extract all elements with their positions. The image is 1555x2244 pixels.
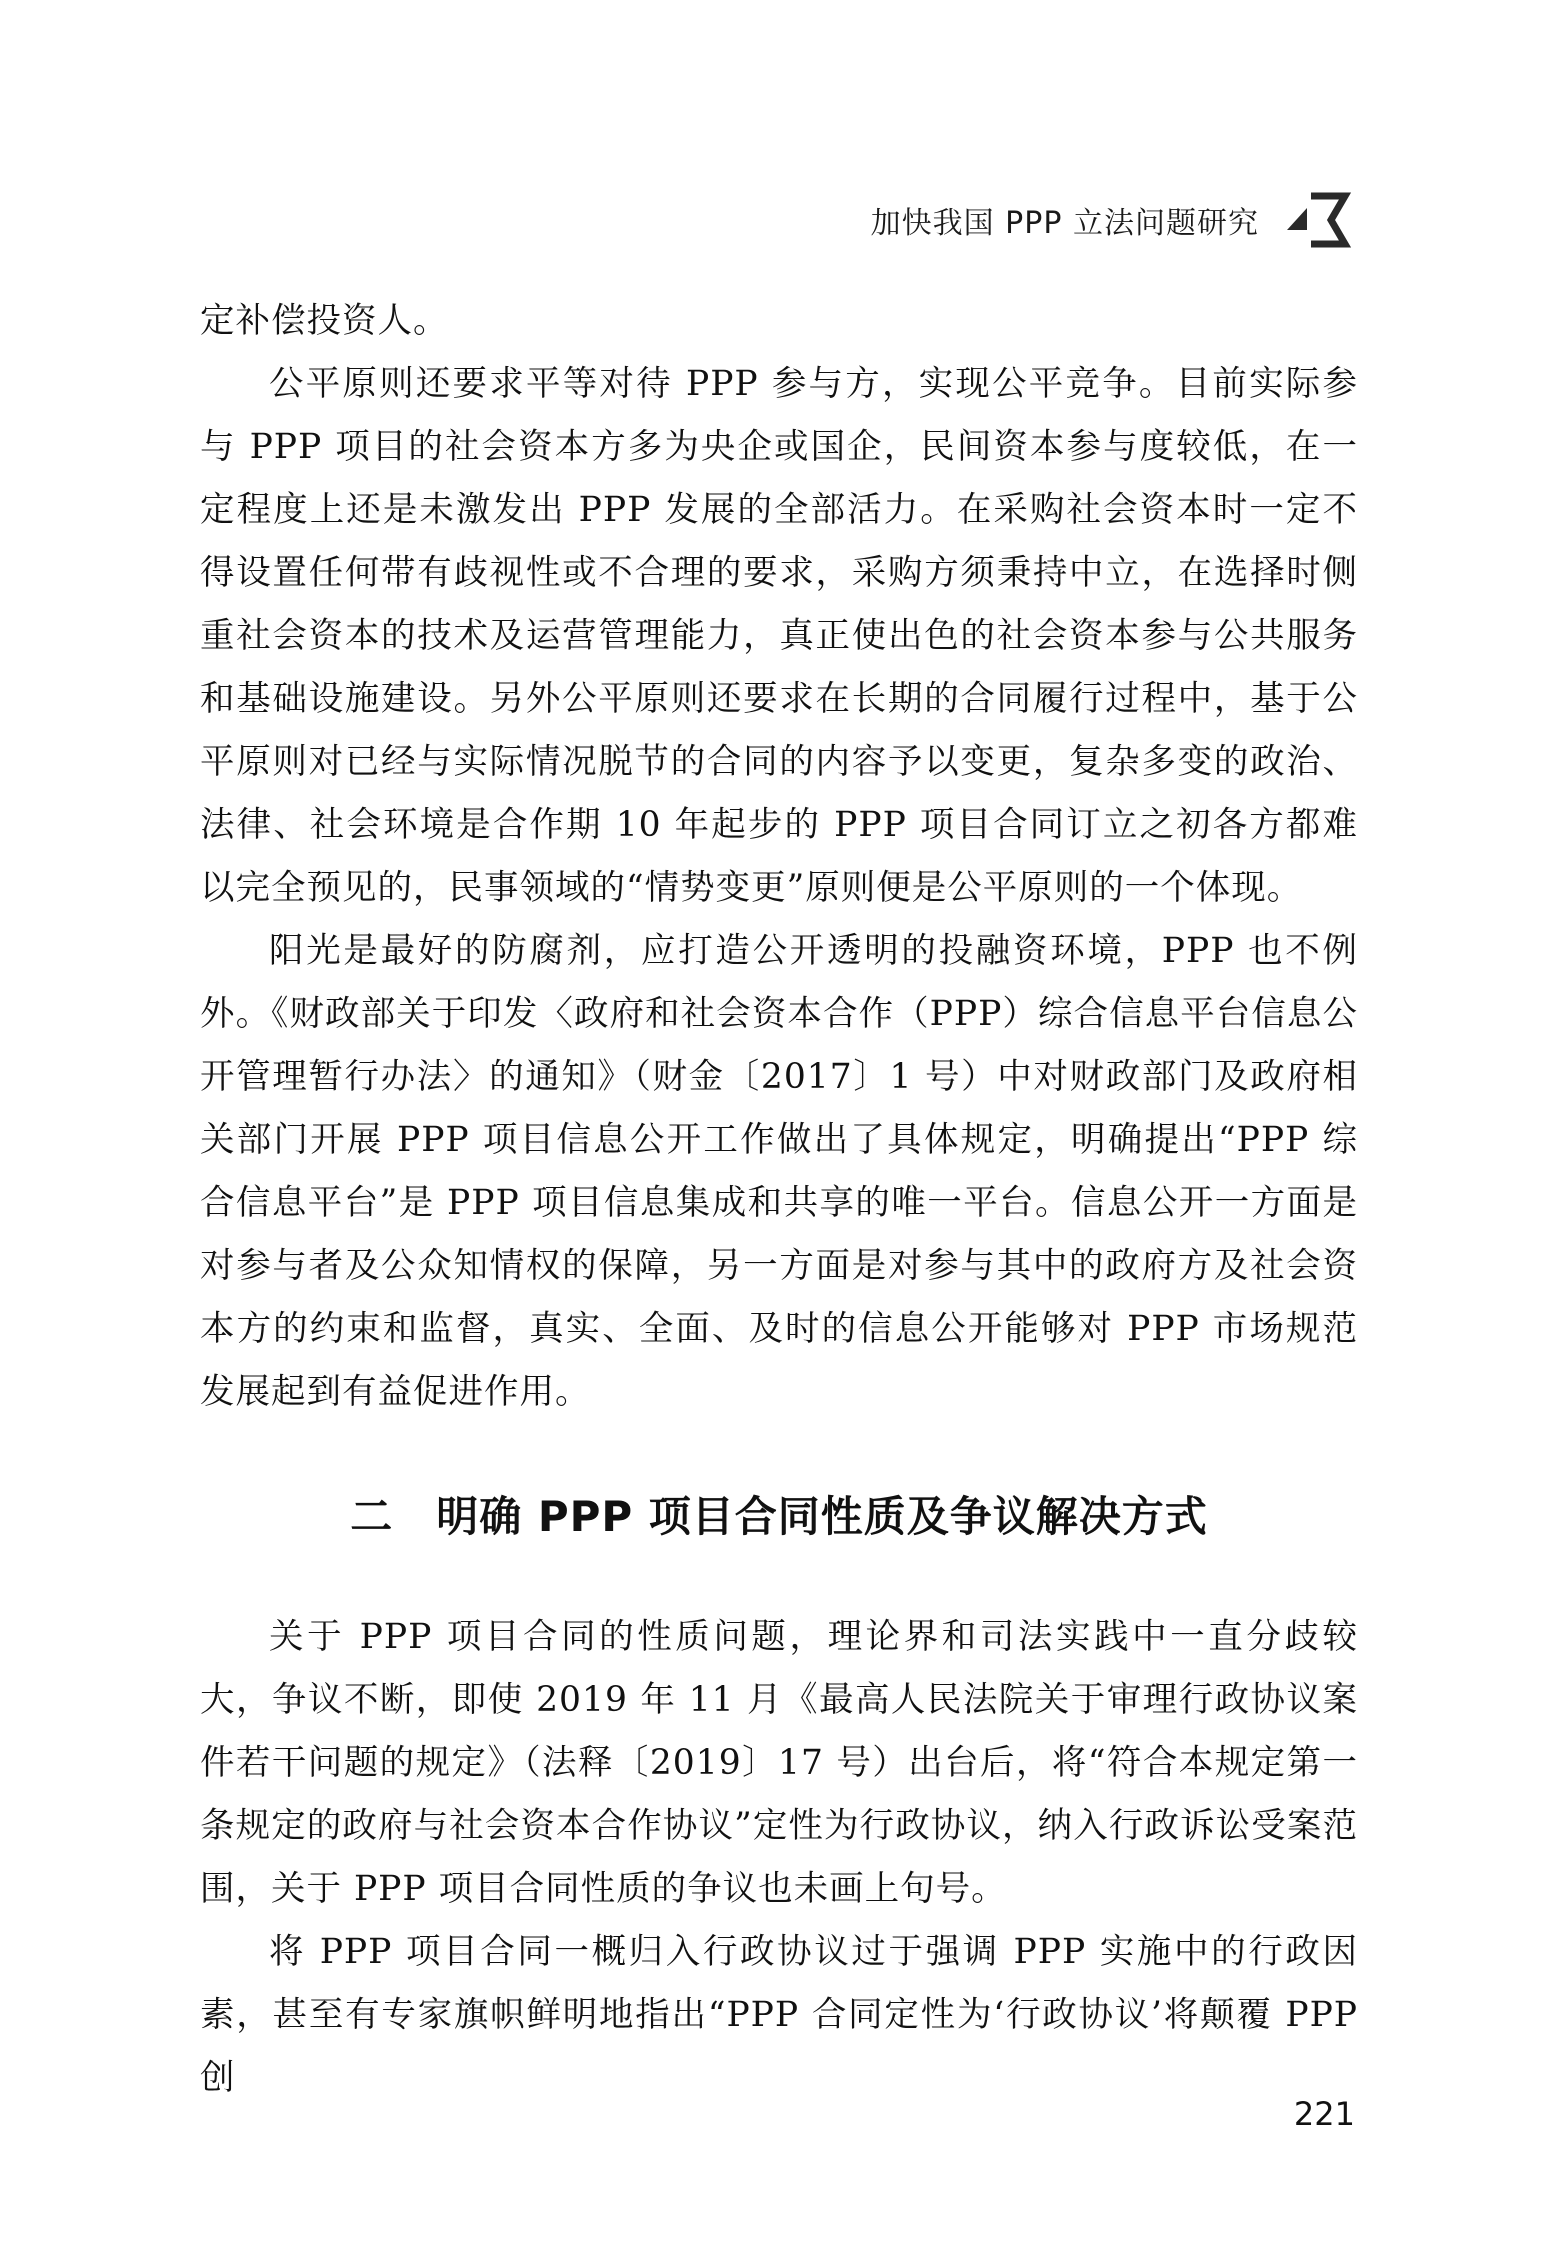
running-title: 加快我国 PPP 立法问题研究 bbox=[870, 206, 1259, 241]
paragraph-continuation: 定补偿投资人。 bbox=[200, 301, 449, 341]
section-heading: 二 明确 PPP 项目合同性质及争议解决方式 bbox=[350, 1492, 1208, 1541]
chapter-arrow-icon bbox=[1283, 190, 1355, 250]
running-header bbox=[871, 190, 1355, 250]
paragraph-transparency: 阳光是最好的防腐剂，应打造公开透明的投融资环境，PPP 也不例外。《财政部关于印发〈政府和社会资本合作（PPP）综合信息平台信息公开管理暂行办法〉的通知》（财金〔2017〕1 号）中对财政部门及政府相关部门开展 PPP 项目信息公开工作做出了具体规定，明确提出“PPP 综合信息平台”是 PPP 项目信息集成和共享的唯一平台。信息公开一方面是对参与者及公众知情权的保障，另一方面是对参与其中的政府方及社会资本方的约束和监督，真实、全面、及时的信息公开能够对 PPP 市场规范发展起到有益促进作用。 bbox=[200, 931, 1358, 1412]
paragraph-fairness: 公平原则还要求平等对待 PPP 参与方，实现公平竞争。目前实际参与 PPP 项目的社会资本方多为央企或国企，民间资本参与度较低，在一定程度上还是未激发出 PPP 发展的全部活力。在采购社会资本时一定不得设置任何带有歧视性或不合理的要求，采购方须秉持中立，在选择时侧重社会资本的技术及运营管理能力，真正使出色的社会资本参与公共服务和基础设施建设。另外公平原则还要求在长期的合同履行过程中，基于公平原则对已经与实际情况脱节的合同的内容予以变更，复杂多变的政治、法律、社会环境是合作期 10 年起步的 PPP 项目合同订立之初各方都难以完全预见的，民事领域的“情势变更”原则便是公平原则的一个体现。 bbox=[200, 364, 1358, 908]
paragraph-contract-nature: 关于 PPP 项目合同的性质问题，理论界和司法实践中一直分歧较大，争议不断，即使 2019 年 11 月《最高人民法院关于审理行政协议案件若干问题的规定》（法释〔2019〕17 号）出台后，将“符合本规定第一条规定的政府与社会资本合作协议”定性为行政协议，纳入行政诉讼受案范围，关于 PPP 项目合同性质的争议也未画上句号。 bbox=[200, 1617, 1358, 1909]
paragraph-administrative-agreement: 将 PPP 项目合同一概归入行政协议过于强调 PPP 实施中的行政因素，甚至有专家旗帜鲜明地指出“PPP 合同定性为‘行政协议’将颠覆 PPP 创 bbox=[200, 1932, 1358, 2098]
page-number: 221 bbox=[1293, 2095, 1355, 2133]
page-body bbox=[200, 290, 1358, 2110]
